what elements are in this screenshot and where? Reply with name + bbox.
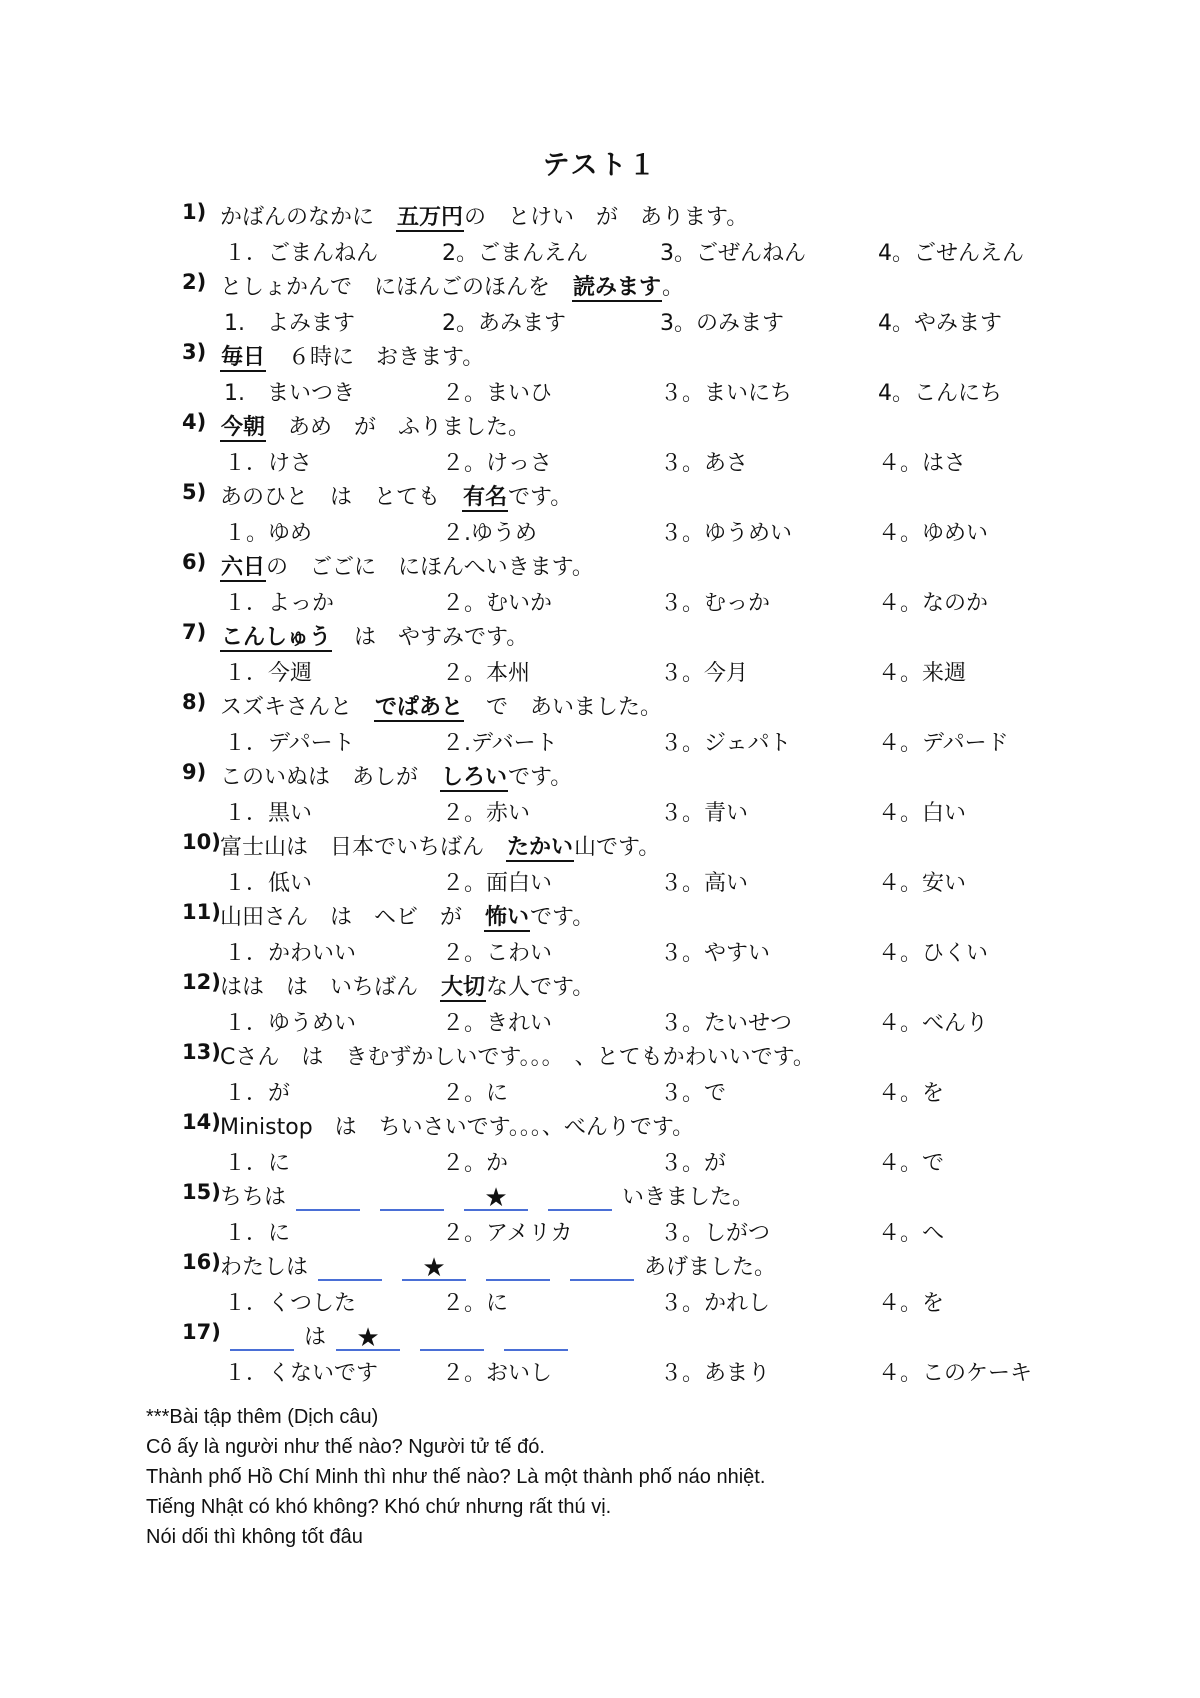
option-4[interactable]: ４。デパード xyxy=(878,731,1009,756)
question-number: 9) xyxy=(182,760,207,784)
option-2[interactable]: ２。に xyxy=(442,1291,509,1316)
option-4[interactable]: ４。ひくい xyxy=(878,941,989,966)
question-number: 2) xyxy=(182,270,207,294)
option-4[interactable]: ４。白い xyxy=(878,801,967,826)
question-number: 6) xyxy=(182,550,207,574)
target-word: 読みます xyxy=(573,275,662,300)
question-text: Ministop は ちいさいです。。。、べんりです。 xyxy=(220,1115,695,1140)
option-1[interactable]: １。ゆめ xyxy=(224,521,313,546)
question-text: こんしゅう は やすみです。 xyxy=(221,625,529,650)
question-number: 1) xyxy=(182,200,207,224)
answer-blank[interactable] xyxy=(486,1255,550,1281)
page-title: テスト１ xyxy=(542,150,658,181)
option-4[interactable]: ４。ゆめい xyxy=(878,521,989,546)
option-4[interactable]: ４。へ xyxy=(878,1221,945,1246)
option-3[interactable]: 3。のみます xyxy=(660,311,784,336)
question-text: かばんのなかに 五万円の とけい が あります。 xyxy=(220,205,749,230)
option-2[interactable]: ２。けっさ xyxy=(442,451,553,476)
question-text: としょかんで にほんごのほんを 読みます。 xyxy=(220,275,685,300)
option-4[interactable]: ４。べんり xyxy=(878,1011,989,1036)
option-4[interactable]: ４。安い xyxy=(878,871,967,896)
question-text: 六日の ごごに にほんへいきます。 xyxy=(221,555,594,580)
option-1[interactable]: １．けさ xyxy=(224,451,313,476)
extra-line: Cô ấy là người như thế nào? Người tử tế đó. xyxy=(146,1436,545,1458)
question-text: スズキさんと でぱあと で あいました。 xyxy=(220,695,663,720)
question-number: 12) xyxy=(182,970,221,994)
question-text: はは は いちばん 大切な人です。 xyxy=(220,975,595,1000)
target-word: 怖い xyxy=(485,905,530,930)
option-1[interactable]: １．よっか xyxy=(224,591,335,616)
question-text: 今朝 あめ が ふりました。 xyxy=(221,415,531,440)
option-1[interactable]: １．デパート xyxy=(224,731,355,756)
option-1[interactable]: １．低い xyxy=(224,871,313,896)
question-text: Cさん は きむずかしいです。。。 、とてもかわいいです。 xyxy=(220,1045,815,1070)
target-word: 六日 xyxy=(221,555,266,580)
option-2[interactable]: ２.デバート xyxy=(442,731,558,756)
target-word: 毎日 xyxy=(221,345,266,370)
option-3[interactable]: ３。あさ xyxy=(660,451,749,476)
target-word: 大切 xyxy=(441,975,486,1000)
option-3[interactable]: ３。ゆうめい xyxy=(660,521,793,546)
option-1[interactable]: １．に xyxy=(224,1221,291,1246)
extra-line: Tiếng Nhật có khó không? Khó chứ nhưng rất thú vị. xyxy=(146,1496,612,1518)
star-answer-blank[interactable] xyxy=(336,1325,400,1351)
option-4[interactable]: 4。こんにち xyxy=(878,381,1002,406)
option-2[interactable]: ２。赤い xyxy=(442,801,531,826)
option-1[interactable]: １．に xyxy=(224,1151,291,1176)
option-2[interactable]: ２。むいか xyxy=(442,591,553,616)
option-4[interactable]: 4。やみます xyxy=(878,311,1002,336)
option-4[interactable]: ４。来週 xyxy=(878,661,967,686)
question-number: 5) xyxy=(182,480,207,504)
target-word: こんしゅう xyxy=(221,625,332,650)
option-3[interactable]: ３。で xyxy=(660,1081,727,1106)
question-number: 3) xyxy=(182,340,207,364)
question-number: 15) xyxy=(182,1180,221,1204)
option-3[interactable]: ３。ジェパト xyxy=(660,731,792,756)
option-2[interactable]: ２。おいし xyxy=(442,1361,553,1386)
extra-line: Nói dối thì không tốt đâu xyxy=(146,1526,363,1548)
question-number: 14) xyxy=(182,1110,221,1134)
question-number: 16) xyxy=(182,1250,221,1274)
option-2[interactable]: ２。に xyxy=(442,1081,509,1106)
answer-blank[interactable] xyxy=(230,1325,294,1351)
option-1[interactable]: 1. よみます xyxy=(224,311,355,336)
option-1[interactable]: １．かわいい xyxy=(224,941,357,966)
question-number: 8) xyxy=(182,690,207,714)
question-text: わたしは★ あげました。 xyxy=(220,1250,776,1281)
question-number: 11) xyxy=(182,900,221,924)
question-text: 山田さん は ヘビ が 怖いです。 xyxy=(220,905,595,930)
option-3[interactable]: ３。あまり xyxy=(660,1361,771,1386)
question-text: は★ xyxy=(220,1320,578,1351)
target-word: たかい xyxy=(507,835,574,860)
option-3[interactable]: ３。しがつ xyxy=(660,1221,771,1246)
extra-heading: ***Bài tập thêm (Dịch câu) xyxy=(146,1406,379,1428)
star-answer-blank[interactable] xyxy=(402,1255,466,1281)
extra-line: Thành phố Hồ Chí Minh thì như thế nào? Là một thành phố náo nhiệt. xyxy=(146,1466,766,1488)
question-number: 17) xyxy=(182,1320,221,1344)
option-3[interactable]: ３。かれし xyxy=(660,1291,771,1316)
answer-blank[interactable] xyxy=(296,1185,360,1211)
option-2[interactable]: ２。面白い xyxy=(442,871,553,896)
answer-blank[interactable] xyxy=(420,1325,484,1351)
option-1[interactable]: １．ごまんねん xyxy=(224,241,379,266)
option-3[interactable]: ３。今月 xyxy=(660,661,749,686)
target-word: 有名 xyxy=(463,485,508,510)
option-2[interactable]: ２。まいひ xyxy=(442,381,553,406)
option-4[interactable]: ４。このケーキ xyxy=(878,1361,1033,1386)
target-word: でぱあと xyxy=(375,695,464,720)
option-2[interactable]: ２。こわい xyxy=(442,941,553,966)
option-4[interactable]: ４。で xyxy=(878,1151,945,1176)
question-text: あのひと は とても 有名です。 xyxy=(220,485,573,510)
option-1[interactable]: 1. まいつき xyxy=(224,381,355,406)
option-3[interactable]: ３。が xyxy=(660,1151,727,1176)
question-text: ちちは★ いきました。 xyxy=(220,1180,754,1211)
answer-blank[interactable] xyxy=(504,1325,568,1351)
option-3[interactable]: ３。まいにち xyxy=(660,381,793,406)
option-4[interactable]: ４。を xyxy=(878,1291,945,1316)
question-text: このいぬは あしが しろいです。 xyxy=(220,765,573,790)
option-3[interactable]: ３。むっか xyxy=(660,591,771,616)
option-3[interactable]: ３。高い xyxy=(660,871,749,896)
option-1[interactable]: １．くつした xyxy=(224,1291,357,1316)
option-2[interactable]: ２。本州 xyxy=(442,661,531,686)
option-3[interactable]: ３。青い xyxy=(660,801,749,826)
option-2[interactable]: ２。か xyxy=(442,1151,509,1176)
answer-blank[interactable] xyxy=(380,1185,444,1211)
option-1[interactable]: １．が xyxy=(224,1081,291,1106)
option-4[interactable]: ４。なのか xyxy=(878,591,989,616)
option-1[interactable]: １．今週 xyxy=(224,661,313,686)
answer-blank[interactable] xyxy=(548,1185,612,1211)
question-number: 10) xyxy=(182,830,221,854)
star-answer-blank[interactable] xyxy=(464,1185,528,1211)
option-2[interactable]: ２.ゆうめ xyxy=(442,521,537,546)
option-1[interactable]: １．くないです xyxy=(224,1361,379,1386)
target-word: 五万円 xyxy=(397,205,464,230)
option-4[interactable]: ４。はさ xyxy=(878,451,967,476)
question-number: 13) xyxy=(182,1040,221,1064)
option-3[interactable]: ３。やすい xyxy=(660,941,771,966)
answer-blank[interactable] xyxy=(570,1255,634,1281)
question-text: 毎日 ６時に おきます。 xyxy=(221,345,485,370)
question-text: 富士山は 日本でいちばん たかい山です。 xyxy=(220,835,661,860)
option-1[interactable]: １．ゆうめい xyxy=(224,1011,357,1036)
option-1[interactable]: １．黒い xyxy=(224,801,313,826)
option-2[interactable]: 2。ごまんえん xyxy=(442,241,588,266)
question-number: 7) xyxy=(182,620,207,644)
option-3[interactable]: ３。たいせつ xyxy=(660,1011,793,1036)
target-word: 今朝 xyxy=(221,415,266,440)
option-3[interactable]: 3。ごぜんねん xyxy=(660,241,806,266)
answer-blank[interactable] xyxy=(318,1255,382,1281)
target-word: しろい xyxy=(441,765,508,790)
option-4[interactable]: 4。ごせんえん xyxy=(878,241,1024,266)
option-4[interactable]: ４。を xyxy=(878,1081,945,1106)
option-2[interactable]: ２。きれい xyxy=(442,1011,553,1036)
option-2[interactable]: 2。あみます xyxy=(442,311,566,336)
option-2[interactable]: ２。アメリカ xyxy=(442,1221,573,1246)
question-number: 4) xyxy=(182,410,207,434)
